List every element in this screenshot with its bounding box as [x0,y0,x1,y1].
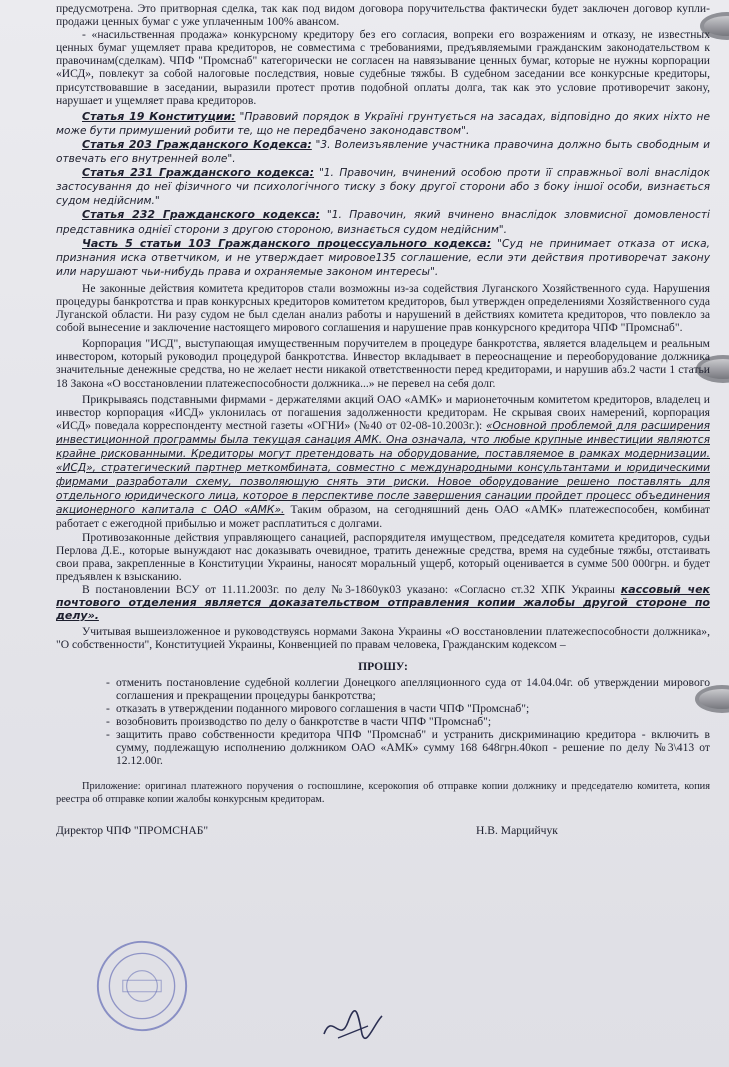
paragraph-6: Противозаконные действия управляющего санацией, распорядителя имуществом, председателя комитета кредиторов, судьи Перлова Д.Е., которые вынуждают нас доказывать очевидное, тратить денежные средства, время на судебные тяжбы, отстаивать свои права, закрепленные в Конституции Украины, наносят моральный ущерб, который оценивается в сумме 500 000грн. и будет предъявлен к взысканию. [56,530,710,583]
list-item: - защитить право собственности кредитора ЧПФ "Промснаб" и устранить дискриминацию кредитора - включить в сумму, подлежащую исполнению должником ОАО «АМК» сумму 168 648грн.40коп - решение по делу №3\413 от 12.12.00г. [106,728,710,767]
company-stamp-icon [94,938,190,1034]
paragraph-8: Учитывая вышеизложенное и руководствуясь нормами Закона Украины «О восстановлении платежеспособности должника», "О собственности", Конституцией Украины, Конвенцией по правам человека, Гражданским кодексом – [56,625,710,652]
article-103-heading: Часть 5 статьи 103 Гражданского процессуального кодекса: [82,236,492,250]
list-item: - отказать в утверждении поданного мирового соглашения в части ЧПФ "Промснаб"; [106,702,710,715]
paragraph-2: - «насильственная продажа» конкурсному кредитору без его согласия, вопреки его возражениям и отказу, не известных ценных бумаг ущемляет права кредиторов, не совместима с требованиями, предъявляемыми гражданским законодательством к правочинам(сделкам). ЧПФ "Промснаб" категорически не согласен на навязывание ценных бумаг, которые не нужны корпорации «ИСД», повлекут за собой налоговые последствия, новые судебные тяжбы. В судебном заседании все конкурсные кредиторы, присутствовавшие в заседании, выразили протест против подобной оплаты долга, так как это условие противоречит закону, нарушает и ущемляет права кредиторов. [56,28,710,107]
appendix-note: Приложение: оригинал платежного поручения о госпошлине, ксерокопия об отправке копии должнику и председателю комитета, копия реестра об отправке копии жалобы конкурсным кредиторам. [56,781,710,805]
article-19-text: "Правовий порядок в Україні грунтується на засадах, відповідно до яких ніхто не може бути примушений робити те, що не передбачено законодавством". [56,110,710,137]
paragraph-5 [56,393,710,531]
paragraph-4: Корпорация "ИСД", выступающая имущественным поручителем в процедуре банкротства, является владельцем и реальным инвестором, который руководил процедурой банкротства. Инвестор вкладывает в переоснащение и переоборудование должника значительные денежные средства, но не желает нести никакой ответственности перед кредиторами, и нарушив абз.2 части 1 статьи 18 Закона «О восстановлении платежеспособности должника...» не перевел на себя долг. [56,337,710,390]
paragraph-5-quote: «Основной проблемой для расширения инвестиционной программы была текущая санация АМК. Она означала, что любые крупные инвестиции являются крайне рискованными. Кредиторы могут претендовать на оборудование, поставляемое в рамках модернизации. «ИСД», стратегический партнер меткомбината, совместно с международными консультантами и юридическими фирмами разработали схему, позволяющую снять эти риски. Новое оборудование решено поставлять для отдельного юридического лица, которое в перспективе после завершения санации пройдет процесс объединения акционерного капитала с ОАО «АМК». [56,419,710,517]
paragraph-1: предусмотрена. Это притворная сделка, так как под видом договора поручительства фактически будет заключен договор купли-продажи ценных бумаг с уже уплаченным 100% авансом. [56,2,710,29]
document-body [56,2,710,854]
article-231-text: "1. Правочин, вчинений особою проти її справжньої волі внаслідок застосування до неї фізичного чи психологічного тиску з боку другої сторони або з боку іншої особи, визнається судом недійсним." [56,167,710,208]
list-item: - возобновить производство по делу о банкротстве в части ЧПФ "Промснаб"; [106,715,710,728]
article-231-heading: Статья 231 Гражданского кодекса: [82,166,314,180]
article-203 [56,138,710,166]
signature-name: Н.В. Марцийчук [476,823,558,837]
paragraph-7 [56,583,710,622]
article-19-heading: Статья 19 Конституции: [82,109,236,123]
article-103-text: "Суд не принимает отказа от иска, признания иска ответчиком, и не утверждает мировое135 соглашение, если эти действия противоречат закону или нарушают чьи-нибудь права и охраняемые законом интересы". [56,237,710,278]
article-103 [56,237,710,279]
paragraph-3: Не законные действия комитета кредиторов стали возможны из-за содействия Луганского Хозяйственного суда. Нарушения процедуры банкротства и прав конкурсных кредиторов комитетом кредиторов, был утвержден определениями Хозяйственного суда Луганской области. Ни разу судом не был сделан анализ работы и нарушений в действиях комитета кредиторов, что повлекло за собой вынесение и заключение настоящего мирового соглашения и нарушение прав конкурсного кредитора ЧПФ "Промснаб". [56,281,710,335]
article-19 [56,110,710,138]
article-203-heading: Статья 203 Гражданского Кодекса: [82,137,312,151]
signature-block [56,814,710,854]
list-item: - отменить постановление судебной коллегии Донецкого апелляционного суда от 14.04.04г. об утверждении мирового соглашения и прекращении процедуры банкротства; [106,676,710,702]
paragraph-5-end: Таким образом, на сегодняшний день ОАО «АМК» платежеспособен, комбинат работает с ежегодной прибылью и может расплатиться с долгами. [56,503,710,531]
signature-title: Директор ЧПФ "ПРОМСНАБ" [56,823,209,837]
article-231 [56,166,710,208]
article-232-text: "1. Правочин, який вчинено внаслідок зловмисної домовленості представника однієї сторони з другою стороною, визнається судом недійсним". [56,209,710,236]
paragraph-5-start: Прикрываясь подставными фирмами - держателями акций ОАО «АМК» и марионеточным комитетом кредиторов, владелец и инвестор корпорация «ИСД» уклонилась от погашения задолженности кредиторам. Не скрывая своих намерений, корпорация «ИСД» поведала корреспонденту местной газеты «ОГНИ» (№40 от 02-08-10.2003г.): [56,392,710,432]
request-heading: ПРОШУ: [358,660,408,674]
article-232-heading: Статья 232 Гражданского кодекса: [82,208,320,222]
article-203-text: "3. Волеизъявление участника правочина должно быть свободным и отвечать его внутренней воле". [56,138,710,166]
paragraph-7-start: В постановлении ВСУ от 11.11.2003г. по делу №3-1860ук03 указано: «Согласно ст.32 ХПК Украины [82,582,615,596]
request-list [106,676,710,768]
paragraph-7-quote: кассовый чек почтового отделения является доказательством отправления копии жалобы другой стороне по делу». [56,582,711,623]
article-232 [56,208,710,236]
handwritten-signature-icon [318,1004,388,1052]
